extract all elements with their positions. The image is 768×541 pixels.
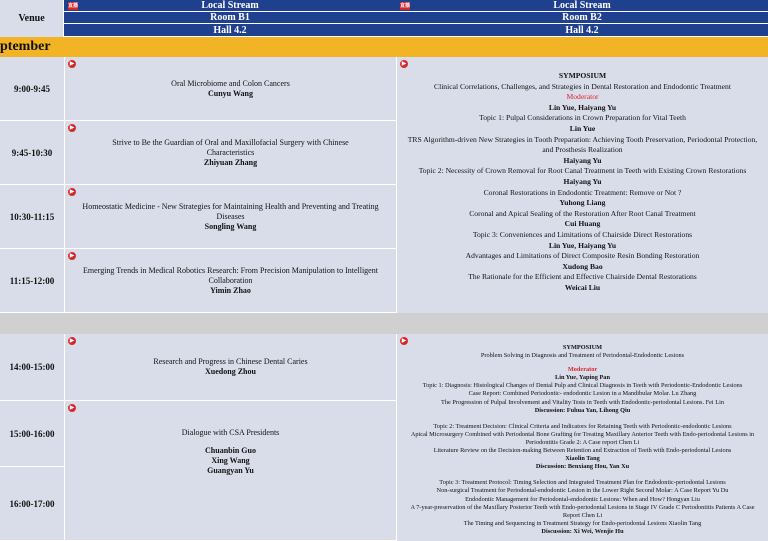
speaker-name: Yuhong Liang (559, 198, 606, 208)
topic-block (403, 382, 762, 414)
program-line: Discussion: Xi Wei, Wenjie Hu (541, 527, 624, 535)
play-icon[interactable]: ▶ (69, 60, 75, 67)
venue-header (0, 0, 64, 37)
b1-stream-label: Local Stream (201, 0, 259, 11)
play-icon[interactable]: ▶ (69, 252, 75, 259)
program-line: Topic 1: Diagnosis: Histological Changes of Dental Pulp and Clinical Diagnosis in Teeth with Periodontic-Endodontic Lesions (422, 382, 743, 390)
play-icon[interactable]: ▶ (69, 404, 75, 411)
speaker-name: Xudong Bao (562, 261, 603, 271)
time-slot (0, 467, 64, 541)
program-line: TRS Algorithm-driven New Strategies in Tooth Preparation: Achieving Tooth Preservation, Periodontal Protection, and Prosthesis Realization (407, 134, 758, 155)
day-label: ptember (0, 39, 51, 54)
speaker-name: Lin Yue (569, 123, 596, 133)
time-slot (0, 249, 64, 313)
b1-hall-header (64, 24, 396, 37)
b1-hall-label: Hall 4.2 (213, 24, 247, 36)
symposium-heading: SYMPOSIUM (558, 71, 607, 80)
program-line: The Timing and Sequencing in Treatment Strategy for Endo-periodontal Lesions Xiaolin Tang (463, 519, 702, 527)
speaker-name: Haiyang Yu (563, 176, 602, 186)
symposium-heading: SYMPOSIUM (562, 344, 603, 351)
live-stream-icon[interactable]: 直播 (400, 3, 411, 9)
time-label: 16:00-17:00 (9, 498, 55, 509)
session-cell[interactable] (64, 334, 396, 401)
time-label: 14:00-15:00 (9, 362, 55, 372)
speaker-name: Weicai Liu (564, 282, 601, 292)
moderator-names: Lin Yue, Yaping Pan (555, 374, 610, 382)
program-line: Case Report: Combined Periodontic- endodontic Lesion in a Mandibular Molar. Lu Zhang (468, 390, 697, 398)
moderator-label: Moderator (566, 92, 599, 102)
session-title: Homeostatic Medicine - New Strategies for Maintaining Health and Preventing and Treating Diseases (82, 201, 379, 221)
b2-room-label: Room B2 (562, 12, 602, 23)
program-line: Advantages and Limitations of Direct Composite Resin Bonding Restoration (465, 251, 700, 261)
time-slot (0, 401, 64, 467)
b1-room-label: Room B1 (210, 12, 250, 23)
time-label: 9:45-10:30 (11, 147, 53, 158)
symposium-title: Clinical Correlations, Challenges, and Strategies in Dental Restoration and Endodontic Treatment (434, 81, 731, 91)
session-speaker: Zhiyuan Zhang (203, 157, 258, 167)
speaker-name: Cui Huang (564, 219, 601, 229)
time-label: 10:30-11:15 (9, 211, 55, 222)
speaker-name: Haiyang Yu (563, 155, 602, 165)
program-line: Non-surgical Treatment for Periodontal-endodontic Lesion in the Lower Right Second Molar: A Case Report Yu Du (436, 487, 729, 495)
program-line: Topic 3: Conveniences and Limitations of Chairside Direct Restorations (472, 229, 693, 239)
session-title: Dialogue with CSA Presidents (181, 428, 280, 437)
play-icon[interactable]: ▶ (69, 188, 75, 195)
b2-hall-header (396, 24, 768, 37)
topic-block (403, 479, 762, 536)
time-label: 9:00-9:45 (14, 83, 50, 94)
program-line: Discussion: Fuhua Yan, Lihong Qiu (534, 406, 631, 414)
symposium-cell[interactable] (396, 57, 768, 313)
session-cell[interactable] (64, 57, 396, 121)
symposium-title: Problem Solving in Diagnosis and Treatment of Periodontal-Endodontic Lesions (480, 352, 685, 360)
session-speaker: Cunyu Wang (208, 88, 253, 98)
b1-room-header (64, 12, 396, 24)
time-slot (0, 185, 64, 249)
play-icon[interactable]: ▶ (401, 337, 407, 344)
time-slot (0, 334, 64, 401)
symposium-cell[interactable] (396, 334, 768, 541)
session-speaker: Xuedong Zhou (205, 367, 256, 376)
session-title: Emerging Trends in Medical Robotics Research: From Precision Manipulation to Intelligent Collaboration (83, 265, 378, 285)
program-line: Literature Review on the Decision-making Between Retention and Extraction of Teeth with Endo-periodontal Lesions (433, 447, 732, 455)
play-icon[interactable]: ▶ (401, 60, 407, 67)
session-speaker: Guangyan Yu (207, 466, 254, 475)
session-cell[interactable] (64, 249, 396, 313)
program-line: Xiaolin Tang (565, 455, 600, 463)
b2-hall-label: Hall 4.2 (565, 24, 599, 36)
session-speaker: Yimin Zhao (210, 285, 251, 295)
program-line: Apical Microsurgery Combined with Periodontal Bone Grafting for Treating Maxillary Anterior Teeth with Endo-periodontal Lesions in Periodontitis Grade 2: A Case report Chen Li (410, 430, 755, 446)
topic-block (403, 423, 762, 472)
moderator-label: Moderator (567, 366, 598, 374)
session-title: Research and Progress in Chinese Dental Caries (153, 357, 308, 366)
session-cell[interactable] (64, 185, 396, 249)
play-icon[interactable]: ▶ (69, 124, 75, 131)
live-stream-icon[interactable]: 直播 (68, 3, 79, 9)
time-slot (0, 57, 64, 121)
time-slot (0, 121, 64, 185)
time-label: 11:15-12:00 (9, 275, 55, 286)
program-line: Discussion: Benxiang Hou, Yan Xu (535, 463, 630, 471)
play-icon[interactable]: ▶ (69, 337, 75, 344)
session-title: Strive to Be the Guardian of Oral and Maxillofacial Surgery with Chinese Characteristics (112, 137, 349, 157)
day-band (0, 37, 768, 57)
session-speaker: Xing Wang (211, 456, 250, 465)
b2-stream-header[interactable] (396, 0, 768, 12)
speaker-name: Lin Yue, Haiyang Yu (548, 240, 617, 250)
program-line: Topic 3: Treatment Protocol: Timing Selection and Integrated Treatment Plan for Endodontic-periodontal Lesions (439, 479, 726, 487)
session-cell[interactable] (64, 401, 396, 541)
moderator-names: Lin Yue, Haiyang Yu (548, 102, 617, 112)
b2-room-header (396, 12, 768, 24)
lunch-break-band (0, 313, 768, 334)
symposium-program (403, 113, 762, 293)
b1-stream-header[interactable] (64, 0, 396, 12)
venue-label: Venue (18, 13, 45, 24)
program-line: The Progression of Pulpal Involvement and Vitality Tests in Teeth with Endodontic-periodontal Lesions. Fei Lin (441, 398, 724, 406)
program-line: Topic 2: Necessity of Crown Removal for Root Canal Treatment in Teeth with Existing Crown Restorations (418, 166, 747, 176)
time-label: 15:00-16:00 (9, 428, 55, 439)
session-cell[interactable] (64, 121, 396, 185)
program-line: Coronal and Apical Sealing of the Restoration After Root Canal Treatment (469, 208, 696, 218)
program-line: The Rationale for the Efficient and Effective Chairside Dental Restorations (468, 272, 697, 282)
session-speaker: Chuanbin Guo (205, 446, 256, 455)
program-line: Topic 2: Treatment Decision: Clinical Criteria and Indicators for Retaining Teeth with Periodontic-endodontic Lesions (433, 422, 732, 430)
session-speaker: Songling Wang (204, 221, 257, 231)
program-line: A 7-year-preservation of the Maxillary Posterior Teeth with Endo-periodontal Lesions in Stage IV Grade C Periodontitis Patients A Case Report Chen Li (410, 503, 755, 519)
program-line: Coronal Restorations in Endodontic Treatment: Remove or Not ? (483, 187, 682, 197)
session-title: Oral Microbiome and Colon Cancers (171, 78, 290, 88)
program-line: Endodontic Management for Periodontal-endodontic Lesions: When and How? Hongyan Liu (465, 495, 700, 503)
b2-stream-label: Local Stream (553, 0, 611, 11)
program-line: Topic 1: Pulpal Considerations in Crown Preparation for Vital Teeth (479, 113, 686, 123)
